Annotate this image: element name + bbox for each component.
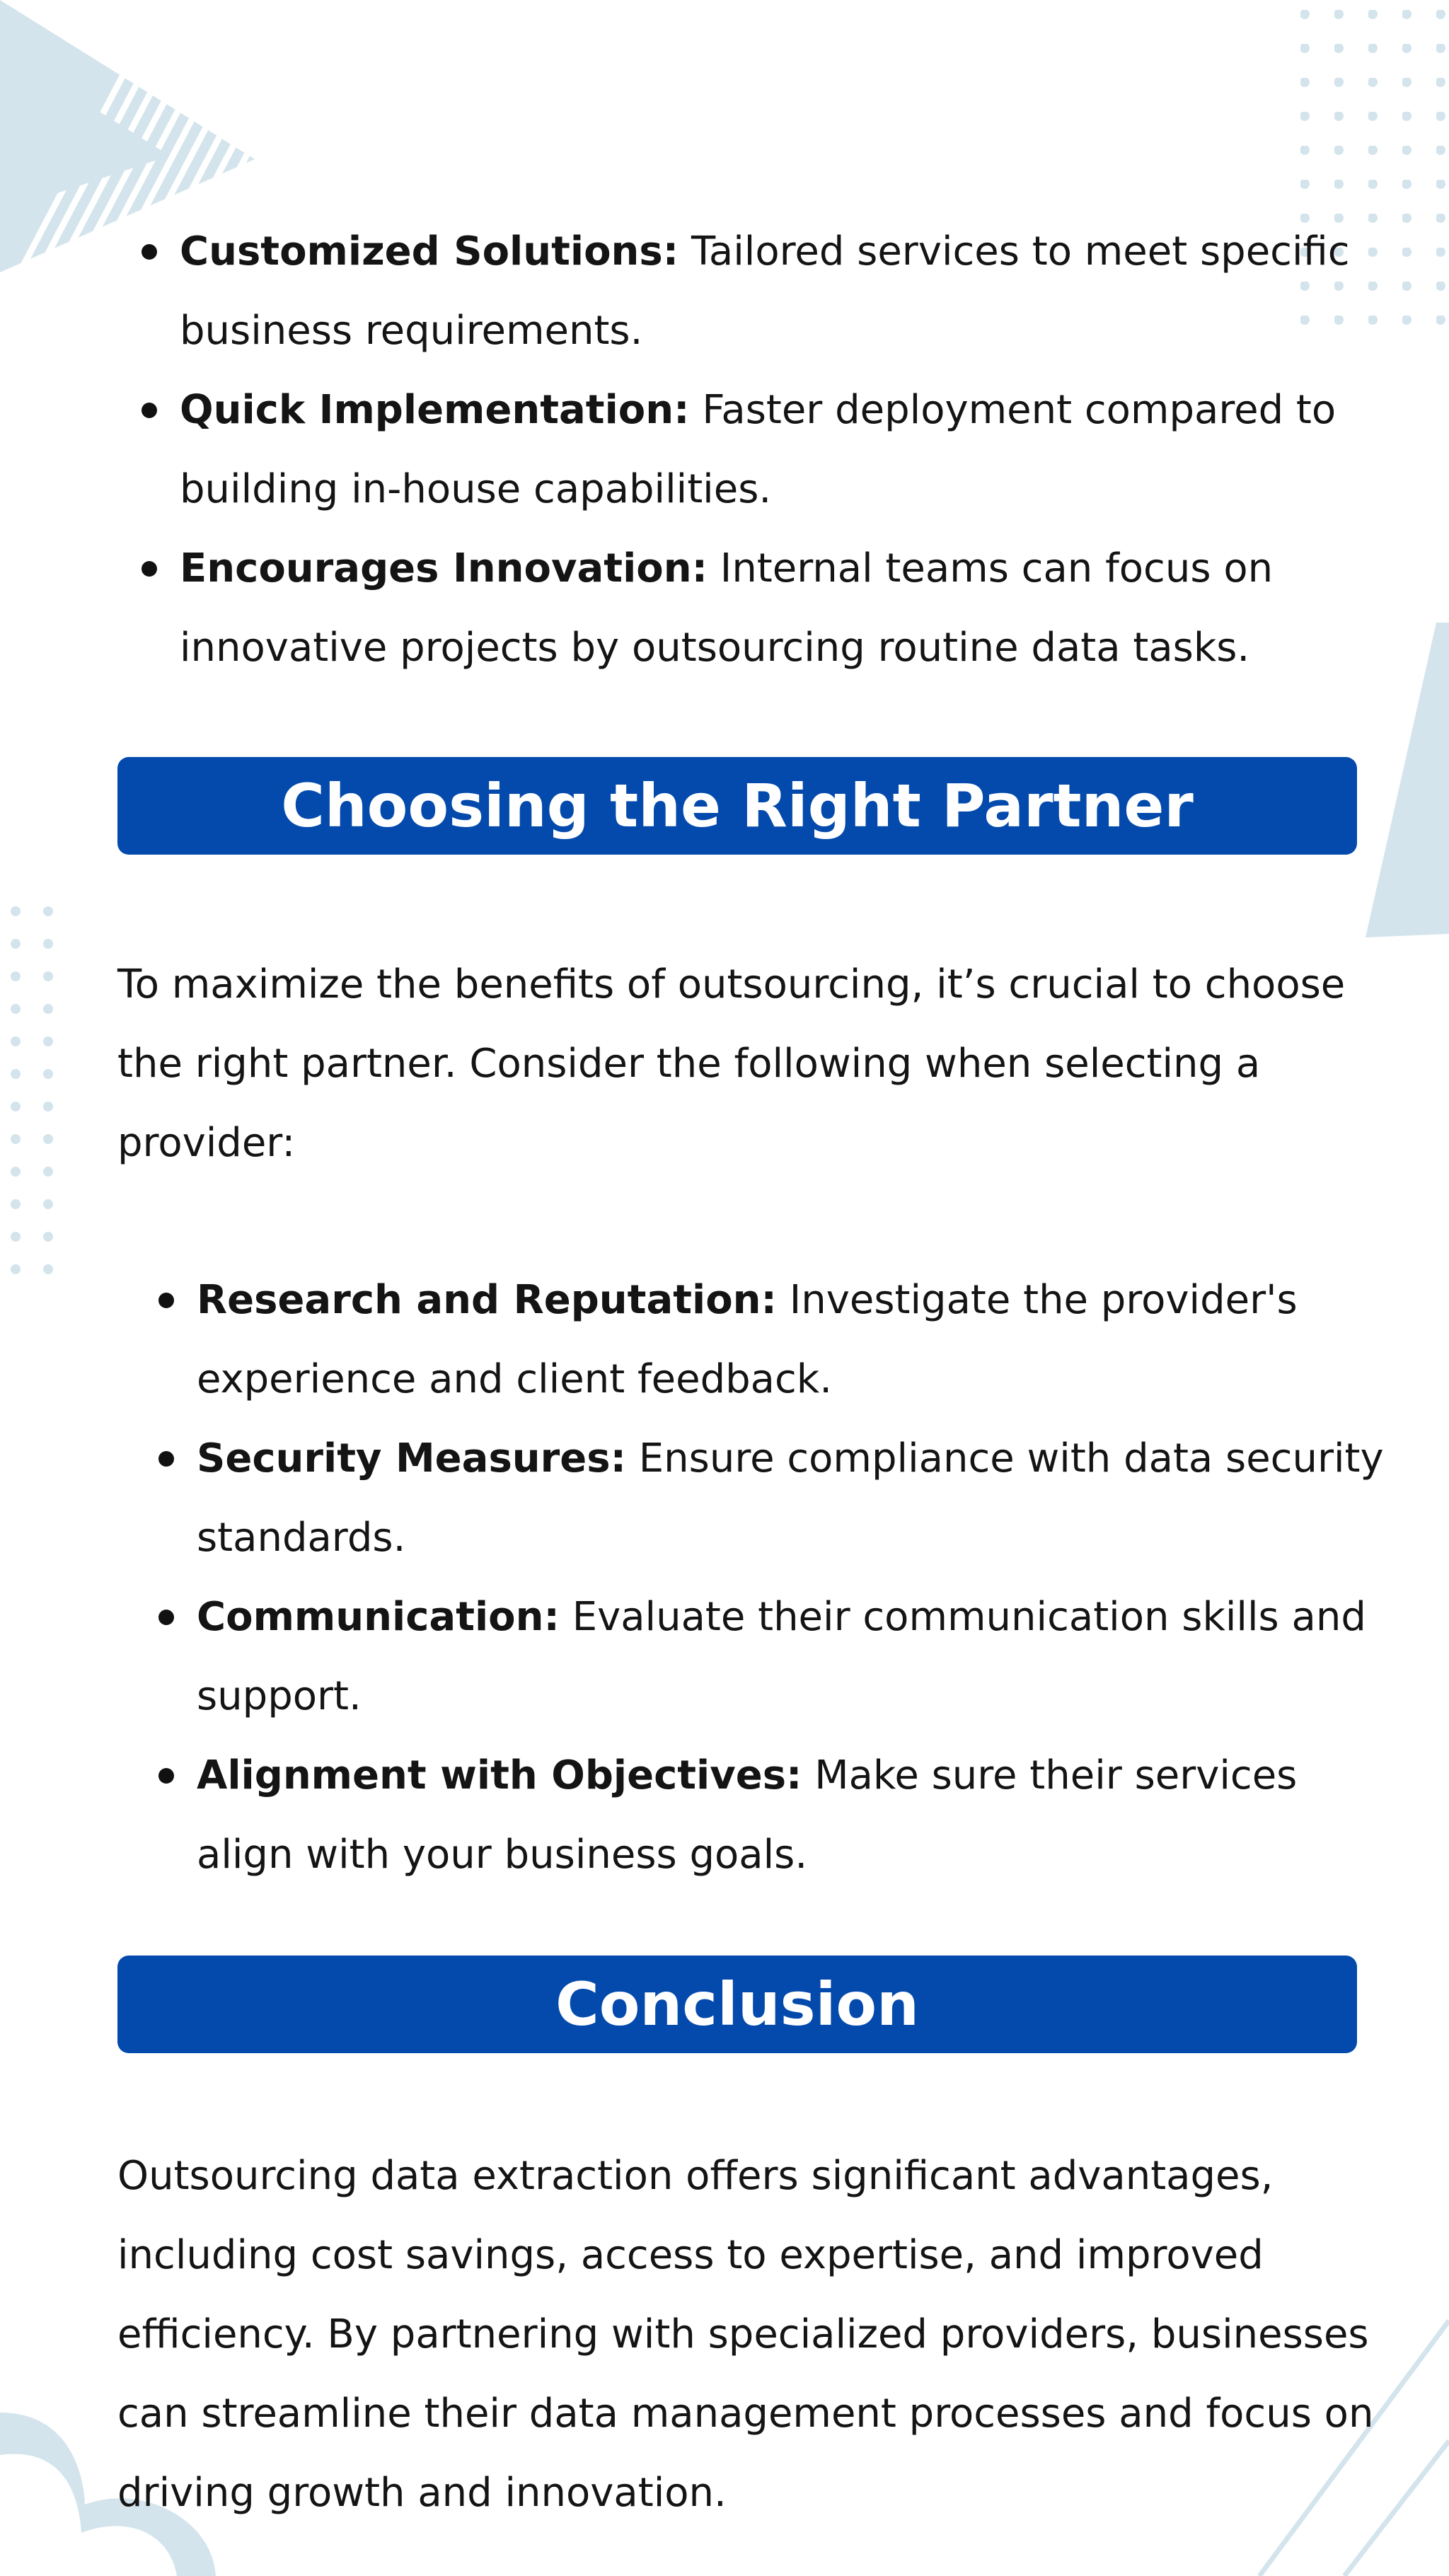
- partner-intro-paragraph: To maximize the benefits of outsourcing, it’s crucial to choose the right partner. Consider the following when selecting a provider:: [117, 961, 1346, 1166]
- list-item-text: Internal teams can focus on innovative projects by outsourcing routine data tasks.: [180, 545, 1274, 671]
- list-item-text: Evaluate their communication skills and support.: [197, 1594, 1366, 1719]
- list-item: [197, 1261, 1384, 1419]
- list-item-bold: Quick Implementation:: [180, 387, 690, 433]
- bullet-icon: [158, 1610, 174, 1625]
- list-item: [180, 529, 1384, 688]
- list-item: [197, 1578, 1384, 1736]
- decorative-dot-grid-left: [0, 899, 71, 1295]
- bullet-icon: [158, 1768, 174, 1784]
- list-item-text: Faster deployment compared to building in-house capabilities.: [180, 387, 1337, 512]
- list-item-bold: Encourages Innovation:: [180, 545, 708, 591]
- bullet-icon: [142, 403, 157, 418]
- list-item-text: Ensure compliance with data security standards.: [197, 1436, 1384, 1561]
- section-heading-conclusion: Conclusion: [117, 1956, 1357, 2053]
- bullet-icon: [158, 1293, 174, 1308]
- conclusion-paragraph: Outsourcing data extraction offers significant advantages, including cost savings, access to expertise, and improved efficiency. By partnering with specialized providers, businesses can streamline their data management processes and focus on driving growth and innovation.: [117, 2153, 1374, 2516]
- list-item: [180, 212, 1384, 371]
- bullet-icon: [142, 244, 157, 260]
- list-item: [180, 371, 1384, 529]
- partner-criteria-list: [197, 1261, 1384, 1895]
- list-item: [197, 1736, 1384, 1895]
- list-item-bold: Security Measures:: [197, 1436, 626, 1482]
- list-item-bold: Research and Reputation:: [197, 1277, 777, 1323]
- bullet-icon: [158, 1451, 174, 1467]
- list-item-bold: Alignment with Objectives:: [197, 1752, 802, 1798]
- list-item-bold: Customized Solutions:: [180, 229, 679, 275]
- section-heading-choosing-partner: Choosing the Right Partner: [117, 757, 1357, 855]
- list-item-text: Tailored services to meet specific business requirements.: [180, 229, 1350, 354]
- list-item-text: Make sure their services align with your business goals.: [197, 1752, 1298, 1878]
- main-content: [117, 212, 1384, 2533]
- list-item-text: Investigate the provider's experience and client feedback.: [197, 1277, 1298, 1402]
- benefits-list: [180, 212, 1384, 688]
- list-item-bold: Communication:: [197, 1594, 560, 1640]
- bullet-icon: [142, 561, 157, 577]
- list-item: [197, 1419, 1384, 1578]
